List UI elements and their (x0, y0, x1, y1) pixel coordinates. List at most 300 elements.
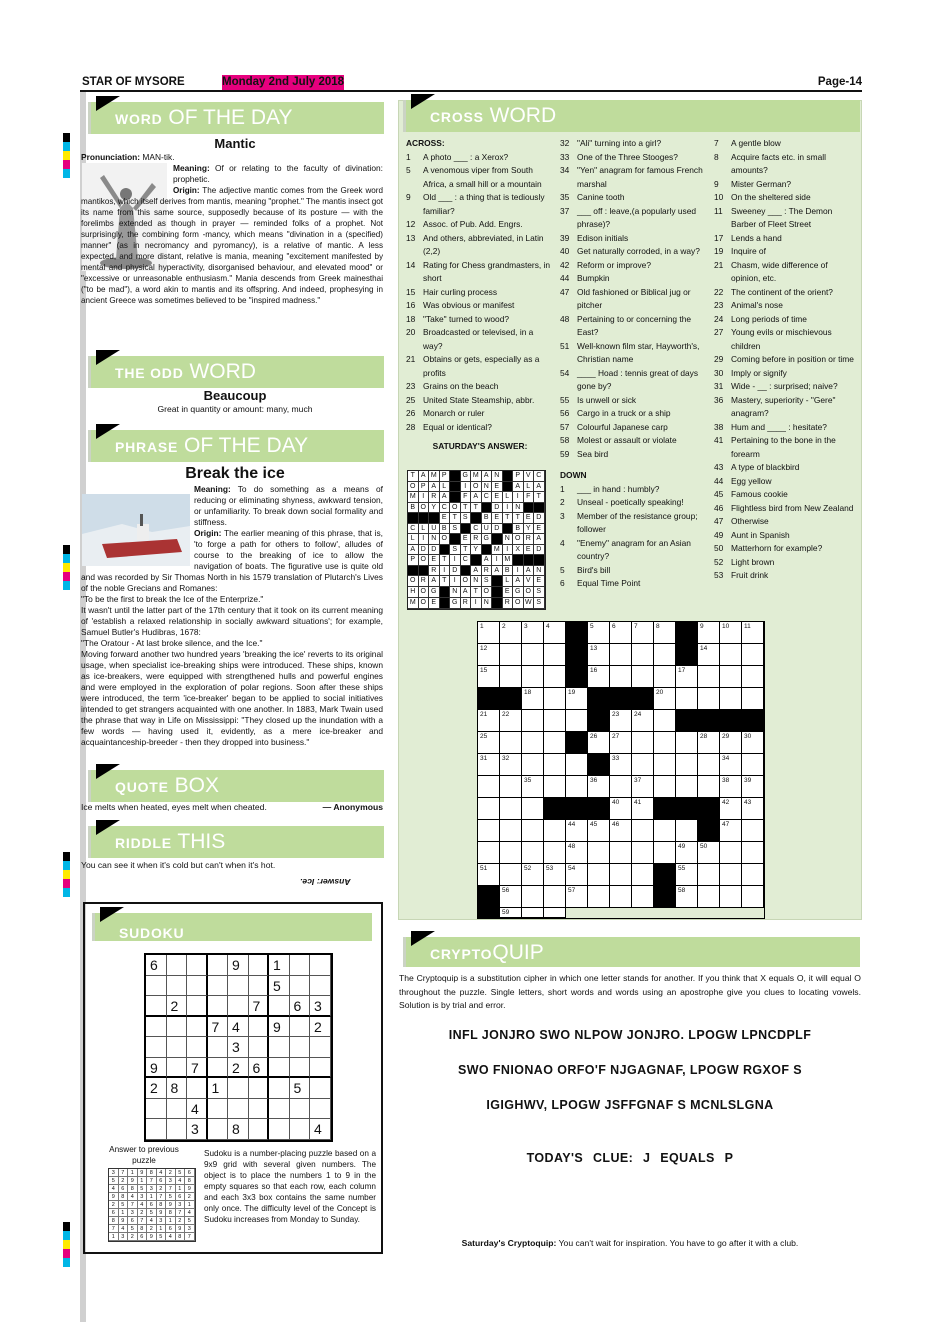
sudoku-cell[interactable]: 3 (187, 1119, 208, 1140)
sudoku-cell[interactable] (187, 955, 208, 976)
sudoku-cell[interactable] (310, 976, 331, 997)
crossword-cell[interactable] (478, 908, 500, 918)
sudoku-cell[interactable]: 8 (228, 1119, 249, 1140)
sudoku-cell[interactable]: 2 (310, 1017, 331, 1038)
sudoku-answer-cell: 7 (157, 1193, 167, 1201)
crossword-cell[interactable] (588, 886, 610, 908)
sudoku-cell[interactable] (208, 1119, 229, 1140)
crossword-cell[interactable] (566, 732, 588, 754)
crossword-cell[interactable] (500, 864, 522, 886)
sudoku-cell[interactable] (290, 1099, 311, 1120)
crossword-cell[interactable]: 30 (742, 732, 764, 754)
crossword-cell[interactable]: 47 (720, 820, 742, 842)
crossword-cell[interactable]: 41 (632, 798, 654, 820)
crossword-cell[interactable]: 27 (610, 732, 632, 754)
sudoku-cell[interactable] (249, 955, 270, 976)
sudoku-cell[interactable] (269, 1037, 290, 1058)
crossword-cell[interactable] (610, 666, 632, 688)
crossword-cell[interactable] (500, 732, 522, 754)
sudoku-cell[interactable]: 9 (269, 1017, 290, 1038)
clue-item: 37 ___ off : leave,(a popularly used phrase)? (560, 205, 697, 229)
crossword-cell[interactable] (588, 688, 610, 710)
sudoku-cell[interactable] (187, 996, 208, 1017)
crossword-cell[interactable] (478, 842, 500, 864)
crossword-cell[interactable] (500, 820, 522, 842)
crossword-cell[interactable] (500, 776, 522, 798)
crossword-cell[interactable] (632, 842, 654, 864)
sudoku-cell[interactable] (208, 996, 229, 1017)
crossword-cell[interactable]: 23 (610, 710, 632, 732)
sudoku-cell[interactable]: 5 (290, 1078, 311, 1099)
crossword-cell[interactable] (698, 710, 720, 732)
crossword-cell[interactable]: 53 (544, 864, 566, 886)
crossword-cell[interactable] (654, 644, 676, 666)
crossword-cell[interactable] (676, 798, 698, 820)
answer-cell (450, 471, 461, 482)
crossword-cell[interactable]: 46 (610, 820, 632, 842)
answer-cell: N (450, 587, 461, 598)
crossword-cell[interactable] (522, 754, 544, 776)
crossword-cell[interactable] (676, 710, 698, 732)
clue-item: 20 Broadcasted or televised, in a way? (406, 327, 534, 351)
sudoku-cell[interactable] (249, 1017, 270, 1038)
crossword-cell[interactable]: 13 (588, 644, 610, 666)
answer-cell: E (429, 555, 440, 566)
crossword-cell[interactable] (544, 688, 566, 710)
sudoku-cell[interactable]: 4 (228, 1017, 249, 1038)
crossword-cell[interactable] (478, 688, 500, 710)
crossword-cell[interactable] (566, 622, 588, 644)
crossword-cell[interactable] (654, 776, 676, 798)
crossword-cell[interactable] (698, 666, 720, 688)
sudoku-cell[interactable]: 1 (269, 955, 290, 976)
sudoku-cell[interactable] (146, 1119, 167, 1140)
crossword-cell[interactable] (522, 820, 544, 842)
crossword-cell[interactable] (632, 864, 654, 886)
crossword-cell[interactable] (698, 798, 720, 820)
answer-cell: R (419, 576, 430, 587)
answer-cell: R (471, 534, 482, 545)
crossword-cell[interactable] (742, 864, 764, 886)
sudoku-cell[interactable] (208, 1099, 229, 1120)
sudoku-cell[interactable] (146, 1037, 167, 1058)
crossword-cell[interactable] (544, 644, 566, 666)
crossword-cell[interactable]: 19 (566, 688, 588, 710)
crossword-cell[interactable] (632, 644, 654, 666)
crossword-cell[interactable] (610, 864, 632, 886)
crossword-cell[interactable] (588, 864, 610, 886)
sudoku-cell[interactable] (208, 1037, 229, 1058)
crossword-cell[interactable] (544, 754, 566, 776)
crossword-cell[interactable]: 36 (588, 776, 610, 798)
crossword-cell[interactable] (588, 842, 610, 864)
sudoku-cell[interactable] (310, 955, 331, 976)
sudoku-cell[interactable]: 2 (167, 996, 188, 1017)
sudoku-cell[interactable] (269, 1099, 290, 1120)
crossword-cell[interactable] (632, 754, 654, 776)
crossword-cell[interactable] (676, 688, 698, 710)
sudoku-cell[interactable] (146, 1099, 167, 1120)
crossword-cell[interactable] (654, 710, 676, 732)
sudoku-cell[interactable] (290, 1058, 311, 1079)
crossword-cell[interactable]: 17 (676, 666, 698, 688)
answer-cell: X (513, 545, 524, 556)
crossword-cell[interactable] (610, 886, 632, 908)
crossword-cell[interactable] (654, 886, 676, 908)
answer-cell (492, 534, 503, 545)
sudoku-cell[interactable] (290, 1119, 311, 1140)
sudoku-cell[interactable]: 4 (187, 1099, 208, 1120)
crossword-cell[interactable] (742, 820, 764, 842)
answer-cell: A (429, 576, 440, 587)
sudoku-cell[interactable]: 7 (187, 1058, 208, 1079)
crossword-cell[interactable] (522, 710, 544, 732)
sudoku-answer-cell: 6 (166, 1225, 176, 1233)
sudoku-cell[interactable] (249, 1078, 270, 1099)
sudoku-cell[interactable]: 4 (310, 1119, 331, 1140)
crossword-cell[interactable]: 50 (698, 842, 720, 864)
crossword-cell[interactable] (566, 710, 588, 732)
crossword-cell[interactable] (720, 666, 742, 688)
sudoku-cell[interactable] (167, 1099, 188, 1120)
sudoku-answer-grid (108, 1168, 196, 1242)
crossword-cell[interactable]: 54 (566, 864, 588, 886)
crossword-cell[interactable] (720, 644, 742, 666)
sudoku-answer-cell: 6 (185, 1169, 195, 1177)
crossword-cell[interactable] (500, 666, 522, 688)
saturday-cryptoquip: Saturday's Cryptoquip: You can't wait for inspiration. You have to go after it with a club. (461, 1238, 799, 1248)
crossword-cell[interactable]: 15 (478, 666, 500, 688)
crossword-cell[interactable] (698, 886, 720, 908)
clue-item: 44 Bumpkin (560, 273, 610, 283)
sudoku-cell[interactable] (208, 1058, 229, 1079)
sudoku-cell[interactable] (167, 1037, 188, 1058)
sudoku-cell[interactable]: 2 (146, 1078, 167, 1099)
crossword-cell[interactable] (654, 842, 676, 864)
crossword-cell[interactable] (544, 820, 566, 842)
crossword-cell[interactable] (544, 776, 566, 798)
crossword-cell[interactable] (676, 644, 698, 666)
crossword-cell[interactable] (720, 710, 742, 732)
crossword-cell[interactable]: 56 (500, 886, 522, 908)
crossword-cell[interactable]: 18 (522, 688, 544, 710)
sudoku-cell[interactable] (187, 1078, 208, 1099)
crossword-cell[interactable] (698, 776, 720, 798)
crossword-cell[interactable] (544, 732, 566, 754)
answer-cell: P (419, 482, 430, 493)
sudoku-cell[interactable] (290, 955, 311, 976)
crossword-cell[interactable] (676, 820, 698, 842)
clue-item: 56 Cargo in a truck or a ship (560, 408, 671, 418)
crossword-cell[interactable] (522, 908, 544, 918)
crossword-cell[interactable] (588, 710, 610, 732)
crossword-cell[interactable]: 3 (522, 622, 544, 644)
sudoku-cell[interactable]: 9 (228, 955, 249, 976)
crossword-cell[interactable] (698, 820, 720, 842)
crossword-cell[interactable]: 21 (478, 710, 500, 732)
answer-cell: A (534, 482, 545, 493)
crossword-cell[interactable]: 9 (698, 622, 720, 644)
sudoku-cell[interactable] (146, 996, 167, 1017)
crossword-cell[interactable] (500, 798, 522, 820)
crossword-cell[interactable] (698, 864, 720, 886)
crossword-cell[interactable] (478, 798, 500, 820)
crossword-cell[interactable]: 44 (566, 820, 588, 842)
sudoku-cell[interactable]: 6 (290, 996, 311, 1017)
crossword-cell[interactable] (632, 820, 654, 842)
crossword-cell[interactable]: 48 (566, 842, 588, 864)
crossword-cell[interactable]: 55 (676, 864, 698, 886)
crossword-cell[interactable] (632, 886, 654, 908)
sudoku-cell[interactable]: 3 (310, 996, 331, 1017)
crossword-cell[interactable] (742, 666, 764, 688)
sudoku-answer-cell: 9 (119, 1217, 129, 1225)
crossword-cell[interactable] (544, 886, 566, 908)
answer-cell: U (482, 524, 493, 535)
crossword-cell[interactable] (500, 688, 522, 710)
sudoku-cell[interactable]: 3 (228, 1037, 249, 1058)
crossword-cell[interactable] (478, 776, 500, 798)
sudoku-cell[interactable] (249, 976, 270, 997)
sudoku-cell[interactable] (167, 955, 188, 976)
crossword-cell[interactable] (522, 666, 544, 688)
crossword-cell[interactable]: 59 (500, 908, 522, 918)
crossword-cell[interactable]: 6 (610, 622, 632, 644)
sudoku-cell[interactable] (269, 996, 290, 1017)
answer-cell: O (471, 482, 482, 493)
crossword-cell[interactable] (654, 820, 676, 842)
crossword-cell[interactable]: 37 (632, 776, 654, 798)
crossword-cell[interactable]: 5 (588, 622, 610, 644)
crossword-cell[interactable] (522, 842, 544, 864)
sudoku-answer-cell: 3 (138, 1193, 148, 1201)
crossword-cell[interactable]: 1 (478, 622, 500, 644)
crossword-cell[interactable] (566, 666, 588, 688)
crossword-cell[interactable]: 22 (500, 710, 522, 732)
sudoku-cell[interactable]: 1 (208, 1078, 229, 1099)
crossword-cell[interactable] (544, 710, 566, 732)
crossword-cell[interactable]: 57 (566, 886, 588, 908)
crossword-cell[interactable] (742, 710, 764, 732)
crossword-cell[interactable] (500, 842, 522, 864)
sudoku-cell[interactable] (269, 1078, 290, 1099)
sudoku-cell[interactable] (146, 1017, 167, 1038)
sudoku-cell[interactable] (228, 996, 249, 1017)
cryptoquip-line-3: IGIGHWV, LPOGW JSFFGNAF S MCNLSLGNA (486, 1098, 774, 1112)
crossword-cell[interactable] (632, 688, 654, 710)
crossword-cell[interactable]: 14 (698, 644, 720, 666)
crossword-cell[interactable] (720, 864, 742, 886)
crossword-cell[interactable] (478, 886, 500, 908)
sudoku-cell[interactable] (167, 976, 188, 997)
sudoku-cell[interactable] (290, 976, 311, 997)
sudoku-cell[interactable]: 7 (208, 1017, 229, 1038)
crossword-cell[interactable] (566, 776, 588, 798)
crossword-cell[interactable] (566, 798, 588, 820)
crossword-cell[interactable]: 16 (588, 666, 610, 688)
crossword-cell[interactable] (544, 908, 566, 918)
sudoku-cell[interactable] (310, 1058, 331, 1079)
crossword-cell[interactable]: 11 (742, 622, 764, 644)
crossword-cell[interactable] (544, 798, 566, 820)
crossword-cell[interactable] (610, 644, 632, 666)
crossword-cell[interactable] (720, 886, 742, 908)
clue-item: 38 Hum and ____ : hesitate? (714, 421, 827, 432)
crossword-cell[interactable] (588, 754, 610, 776)
sudoku-cell[interactable] (249, 1037, 270, 1058)
answer-cell: C (461, 555, 472, 566)
sudoku-cell[interactable] (187, 976, 208, 997)
sudoku-cell[interactable] (290, 1017, 311, 1038)
crossword-cell[interactable] (676, 776, 698, 798)
sudoku-cell[interactable]: 5 (269, 976, 290, 997)
crossword-cell[interactable]: 58 (676, 886, 698, 908)
crossword-cell[interactable] (698, 688, 720, 710)
crossword-cell[interactable] (654, 754, 676, 776)
crossword-cell[interactable] (632, 666, 654, 688)
answer-cell: D (429, 545, 440, 556)
sudoku-cell[interactable]: 6 (249, 1058, 270, 1079)
sudoku-answer-cell: 1 (166, 1217, 176, 1225)
sudoku-cell[interactable] (167, 1058, 188, 1079)
crossword-cell[interactable] (588, 798, 610, 820)
crossword-cell[interactable]: 38 (720, 776, 742, 798)
crossword-cell[interactable] (610, 688, 632, 710)
answer-cell: C (440, 503, 451, 514)
crossword-cell[interactable]: 29 (720, 732, 742, 754)
crossword-cell[interactable] (654, 864, 676, 886)
crossword-cell[interactable]: 7 (632, 622, 654, 644)
answer-cell: O (524, 587, 535, 598)
sudoku-cell[interactable] (146, 976, 167, 997)
sudoku-answer-cell: 3 (119, 1233, 129, 1241)
sudoku-cell[interactable] (208, 976, 229, 997)
crossword-cell[interactable] (522, 644, 544, 666)
clue-item: 1 A photo ___ : a Xerox? (406, 151, 509, 162)
sudoku-cell[interactable] (269, 1058, 290, 1079)
crossword-cell[interactable] (500, 644, 522, 666)
crossword-cell[interactable] (544, 842, 566, 864)
crossword-cell[interactable] (566, 644, 588, 666)
crossword-cell[interactable] (720, 842, 742, 864)
sudoku-answer-cell: 1 (147, 1193, 157, 1201)
crossword-cell[interactable]: 32 (500, 754, 522, 776)
section-title-a: WORD (115, 111, 163, 127)
sudoku-cell[interactable]: 6 (146, 955, 167, 976)
crossword-cell[interactable]: 25 (478, 732, 500, 754)
crossword-cell[interactable]: 51 (478, 864, 500, 886)
crossword-cell[interactable]: 33 (610, 754, 632, 776)
sudoku-cell[interactable] (310, 1037, 331, 1058)
crossword-cell[interactable] (742, 688, 764, 710)
crossword-cell[interactable]: 10 (720, 622, 742, 644)
crossword-cell[interactable] (676, 622, 698, 644)
crossword-cell[interactable] (720, 688, 742, 710)
sudoku-cell[interactable] (269, 1119, 290, 1140)
crossword-cell[interactable]: 43 (742, 798, 764, 820)
crossword-cell[interactable]: 34 (720, 754, 742, 776)
sudoku-cell[interactable] (187, 1037, 208, 1058)
sudoku-cell[interactable] (228, 1099, 249, 1120)
answer-cell: E (440, 513, 451, 524)
crossword-cell[interactable]: 4 (544, 622, 566, 644)
crossword-cell[interactable]: 20 (654, 688, 676, 710)
crossword-cell[interactable]: 2 (500, 622, 522, 644)
crossword-cell[interactable]: 31 (478, 754, 500, 776)
section-sudoku: SUDOKU (92, 913, 372, 941)
crossword-cell[interactable]: 12 (478, 644, 500, 666)
crossword-cell[interactable] (654, 798, 676, 820)
sudoku-cell[interactable]: 9 (146, 1058, 167, 1079)
answer-cell: P (440, 471, 451, 482)
clue-item: 9 Mister German? (714, 178, 792, 189)
crossword-cell[interactable] (742, 754, 764, 776)
sudoku-cell[interactable] (249, 1099, 270, 1120)
sudoku-cell[interactable]: 8 (167, 1078, 188, 1099)
crossword-cell[interactable]: 24 (632, 710, 654, 732)
sudoku-cell[interactable] (310, 1099, 331, 1120)
crossword-cell[interactable]: 42 (720, 798, 742, 820)
sudoku-cell[interactable] (249, 1119, 270, 1140)
crossword-cell[interactable]: 28 (698, 732, 720, 754)
sudoku-cell[interactable] (310, 1078, 331, 1099)
crossword-cell[interactable] (676, 754, 698, 776)
sudoku-cell[interactable] (167, 1119, 188, 1140)
crossword-cell[interactable] (742, 644, 764, 666)
crossword-cell[interactable] (654, 732, 676, 754)
sudoku-cell[interactable] (187, 1017, 208, 1038)
sudoku-cell[interactable] (228, 976, 249, 997)
answer-cell: S (534, 598, 545, 609)
down-clues-col3 (714, 137, 858, 583)
crossword-cell[interactable] (610, 776, 632, 798)
crossword-cell[interactable]: 8 (654, 622, 676, 644)
crossword-cell[interactable] (654, 666, 676, 688)
crossword-cell[interactable] (544, 666, 566, 688)
crossword-cell[interactable] (610, 842, 632, 864)
crossword-cell[interactable]: 49 (676, 842, 698, 864)
crossword-cell[interactable]: 35 (522, 776, 544, 798)
sudoku-cell[interactable] (167, 1017, 188, 1038)
crossword-cell[interactable] (566, 754, 588, 776)
answer-cell: C (471, 524, 482, 535)
crossword-cell[interactable]: 26 (588, 732, 610, 754)
sudoku-cell[interactable]: 7 (249, 996, 270, 1017)
crossword-cell[interactable] (522, 886, 544, 908)
crossword-cell[interactable] (698, 754, 720, 776)
wotd-word: Mantic (214, 136, 256, 151)
clue-item: 14 Rating for Chess grandmasters, in short (406, 259, 551, 283)
sudoku-answer-label: Answer to previous puzzle (109, 1145, 179, 1165)
crossword-cell[interactable] (632, 732, 654, 754)
sudoku-cell[interactable] (228, 1078, 249, 1099)
crossword-cell[interactable] (742, 842, 764, 864)
crossword-cell[interactable]: 39 (742, 776, 764, 798)
crossword-cell[interactable]: 45 (588, 820, 610, 842)
crossword-cell[interactable] (478, 820, 500, 842)
answer-cell: I (450, 555, 461, 566)
sudoku-cell[interactable]: 2 (228, 1058, 249, 1079)
crossword-cell[interactable]: 40 (610, 798, 632, 820)
crossword-cell[interactable] (742, 886, 764, 908)
crossword-cell[interactable] (522, 798, 544, 820)
crossword-cell[interactable] (676, 732, 698, 754)
crossword-cell[interactable]: 52 (522, 864, 544, 886)
sudoku-answer-cell: 1 (157, 1225, 167, 1233)
sudoku-cell[interactable] (290, 1037, 311, 1058)
crossword-cell[interactable] (522, 732, 544, 754)
sudoku-cell[interactable] (208, 955, 229, 976)
